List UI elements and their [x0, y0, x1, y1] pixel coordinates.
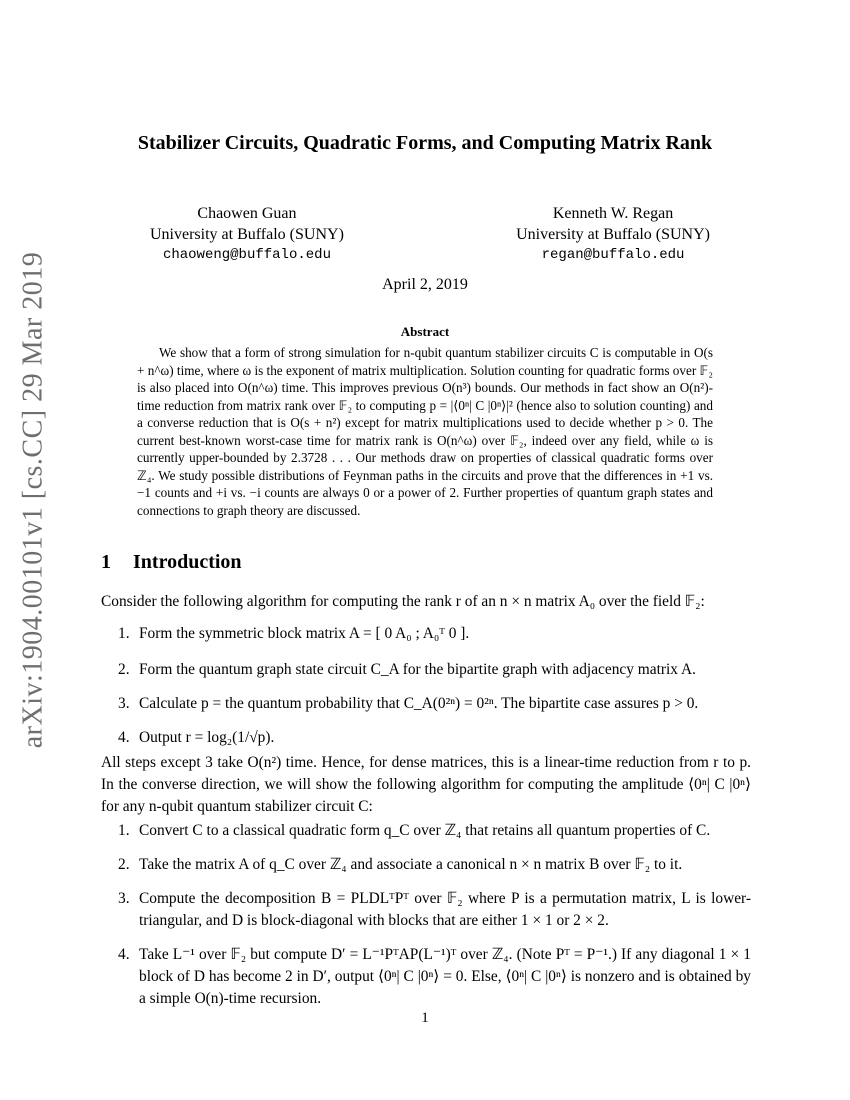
arxiv-stamp-text: arXiv:1904.00101v1 [cs.CC] 29 Mar 2019 — [17, 251, 49, 749]
list-text: Take the matrix A of q_C over ℤ₄ and associate a canonical n × n matrix B over 𝔽₂ to it. — [139, 856, 683, 873]
intro-paragraph: Consider the following algorithm for computing the rank r of an n × n matrix A₀ over the field 𝔽₂: — [101, 593, 705, 610]
author-2 — [516, 203, 710, 266]
list-number: 3. — [118, 695, 130, 712]
list-number: 4. — [118, 946, 130, 963]
list-number: 3. — [118, 890, 130, 907]
list-text: Calculate p = the quantum probability that C_A(0²ⁿ) = 0²ⁿ. The bipartite case assures p > 0. — [139, 695, 699, 712]
list-number: 4. — [118, 729, 130, 746]
list-item — [101, 888, 751, 932]
abstract-heading: Abstract — [400, 324, 450, 339]
middle-paragraph: All steps except 3 take O(n²) time. Hence, for dense matrices, this is a linear-time reduction from r to p. In the converse direction, we will show the following algorithm for computing the amplitude ⟨0ⁿ| C |0ⁿ⟩ for any n-qubit quantum stabilizer circuit C: — [101, 754, 751, 815]
author-name: Chaowen Guan — [197, 205, 297, 222]
algorithm-list-1 — [101, 623, 751, 749]
list-item — [101, 727, 751, 749]
author-1 — [150, 203, 344, 266]
list-text: Form the quantum graph state circuit C_A for the bipartite graph with adjacency matrix A. — [139, 661, 696, 678]
list-text: Take L⁻¹ over 𝔽₂ but compute D′ = L⁻¹PᵀAP(L⁻¹)ᵀ over ℤ₄. (Note Pᵀ = P⁻¹.) If any diagonal 1 × 1 block of D has become 2 in D′, output ⟨0ⁿ| C |0ⁿ⟩ = 0. Else, ⟨0ⁿ| C |0ⁿ⟩ is nonzero and is obtained by a simple O(n)-time recursion. — [139, 946, 751, 1007]
list-item — [101, 944, 751, 1010]
paper-date: April 2, 2019 — [382, 276, 468, 293]
list-text: Compute the decomposition B = PLDLᵀPᵀ over 𝔽₂ where P is a permutation matrix, L is lower-triangular, and D is block-diagonal with blocks that are either 1 × 1 or 2 × 2. — [139, 890, 751, 929]
author-affiliation: University at Buffalo (SUNY) — [150, 226, 344, 243]
algorithm-list-2 — [101, 820, 751, 1010]
list-number: 1. — [118, 822, 130, 839]
author-email[interactable]: chaoweng@buffalo.edu — [162, 247, 331, 263]
section-number: 1 — [101, 551, 111, 573]
list-number: 1. — [118, 625, 130, 642]
list-item — [101, 820, 751, 842]
list-text: Convert C to a classical quadratic form q_C over ℤ₄ that retains all quantum properties of C. — [139, 822, 711, 839]
list-number: 2. — [118, 856, 130, 873]
list-text: Output r = log₂(1/√p). — [139, 729, 275, 746]
arxiv-stamp — [8, 251, 58, 749]
list-item — [101, 854, 751, 876]
list-text: Form the symmetric block matrix A = [ 0 A₀ ; A₀ᵀ 0 ]. — [139, 625, 470, 642]
list-item — [101, 659, 751, 681]
author-name: Kenneth W. Regan — [552, 205, 674, 222]
list-item — [101, 623, 751, 645]
author-email[interactable]: regan@buffalo.edu — [541, 247, 685, 263]
page-number: 1 — [421, 1010, 429, 1026]
paper-title: Stabilizer Circuits, Quadratic Forms, and Computing Matrix Rank — [137, 132, 713, 154]
list-number: 2. — [118, 661, 130, 678]
author-affiliation: University at Buffalo (SUNY) — [516, 226, 710, 243]
abstract-text: We show that a form of strong simulation for n-qubit quantum stabilizer circuits C is computable in O(s + n^ω) time, where ω is the exponent of matrix multiplication. Solution counting for quadratic forms over 𝔽₂ is also placed into O(n^ω) time. This improves previous O(n³) bounds. Our methods in fact show an O(n²)-time reduction from matrix rank over 𝔽₂ to computing p = |⟨0ⁿ| C |0ⁿ⟩|² (hence also to solution counting) and a converse reduction that is O(s + n²) except for matrix multiplications used to decide whether p > 0. The current best-known worst-case time for matrix rank is O(n^ω) over 𝔽₂, indeed over any field, while ω is currently upper-bounded by 2.3728 . . . Our methods draw on properties of classical quadratic forms over ℤ₄. We study possible distributions of Feynman paths in the circuits and prove that the differences in +1 vs. −1 counts and +i vs. −i counts are always 0 or a power of 2. Further properties of quantum graph states and connections to graph theory are discussed. — [137, 345, 713, 518]
section-title: Introduction — [133, 551, 242, 573]
list-item — [101, 693, 751, 715]
section-heading — [101, 551, 242, 574]
author-block — [150, 203, 710, 266]
